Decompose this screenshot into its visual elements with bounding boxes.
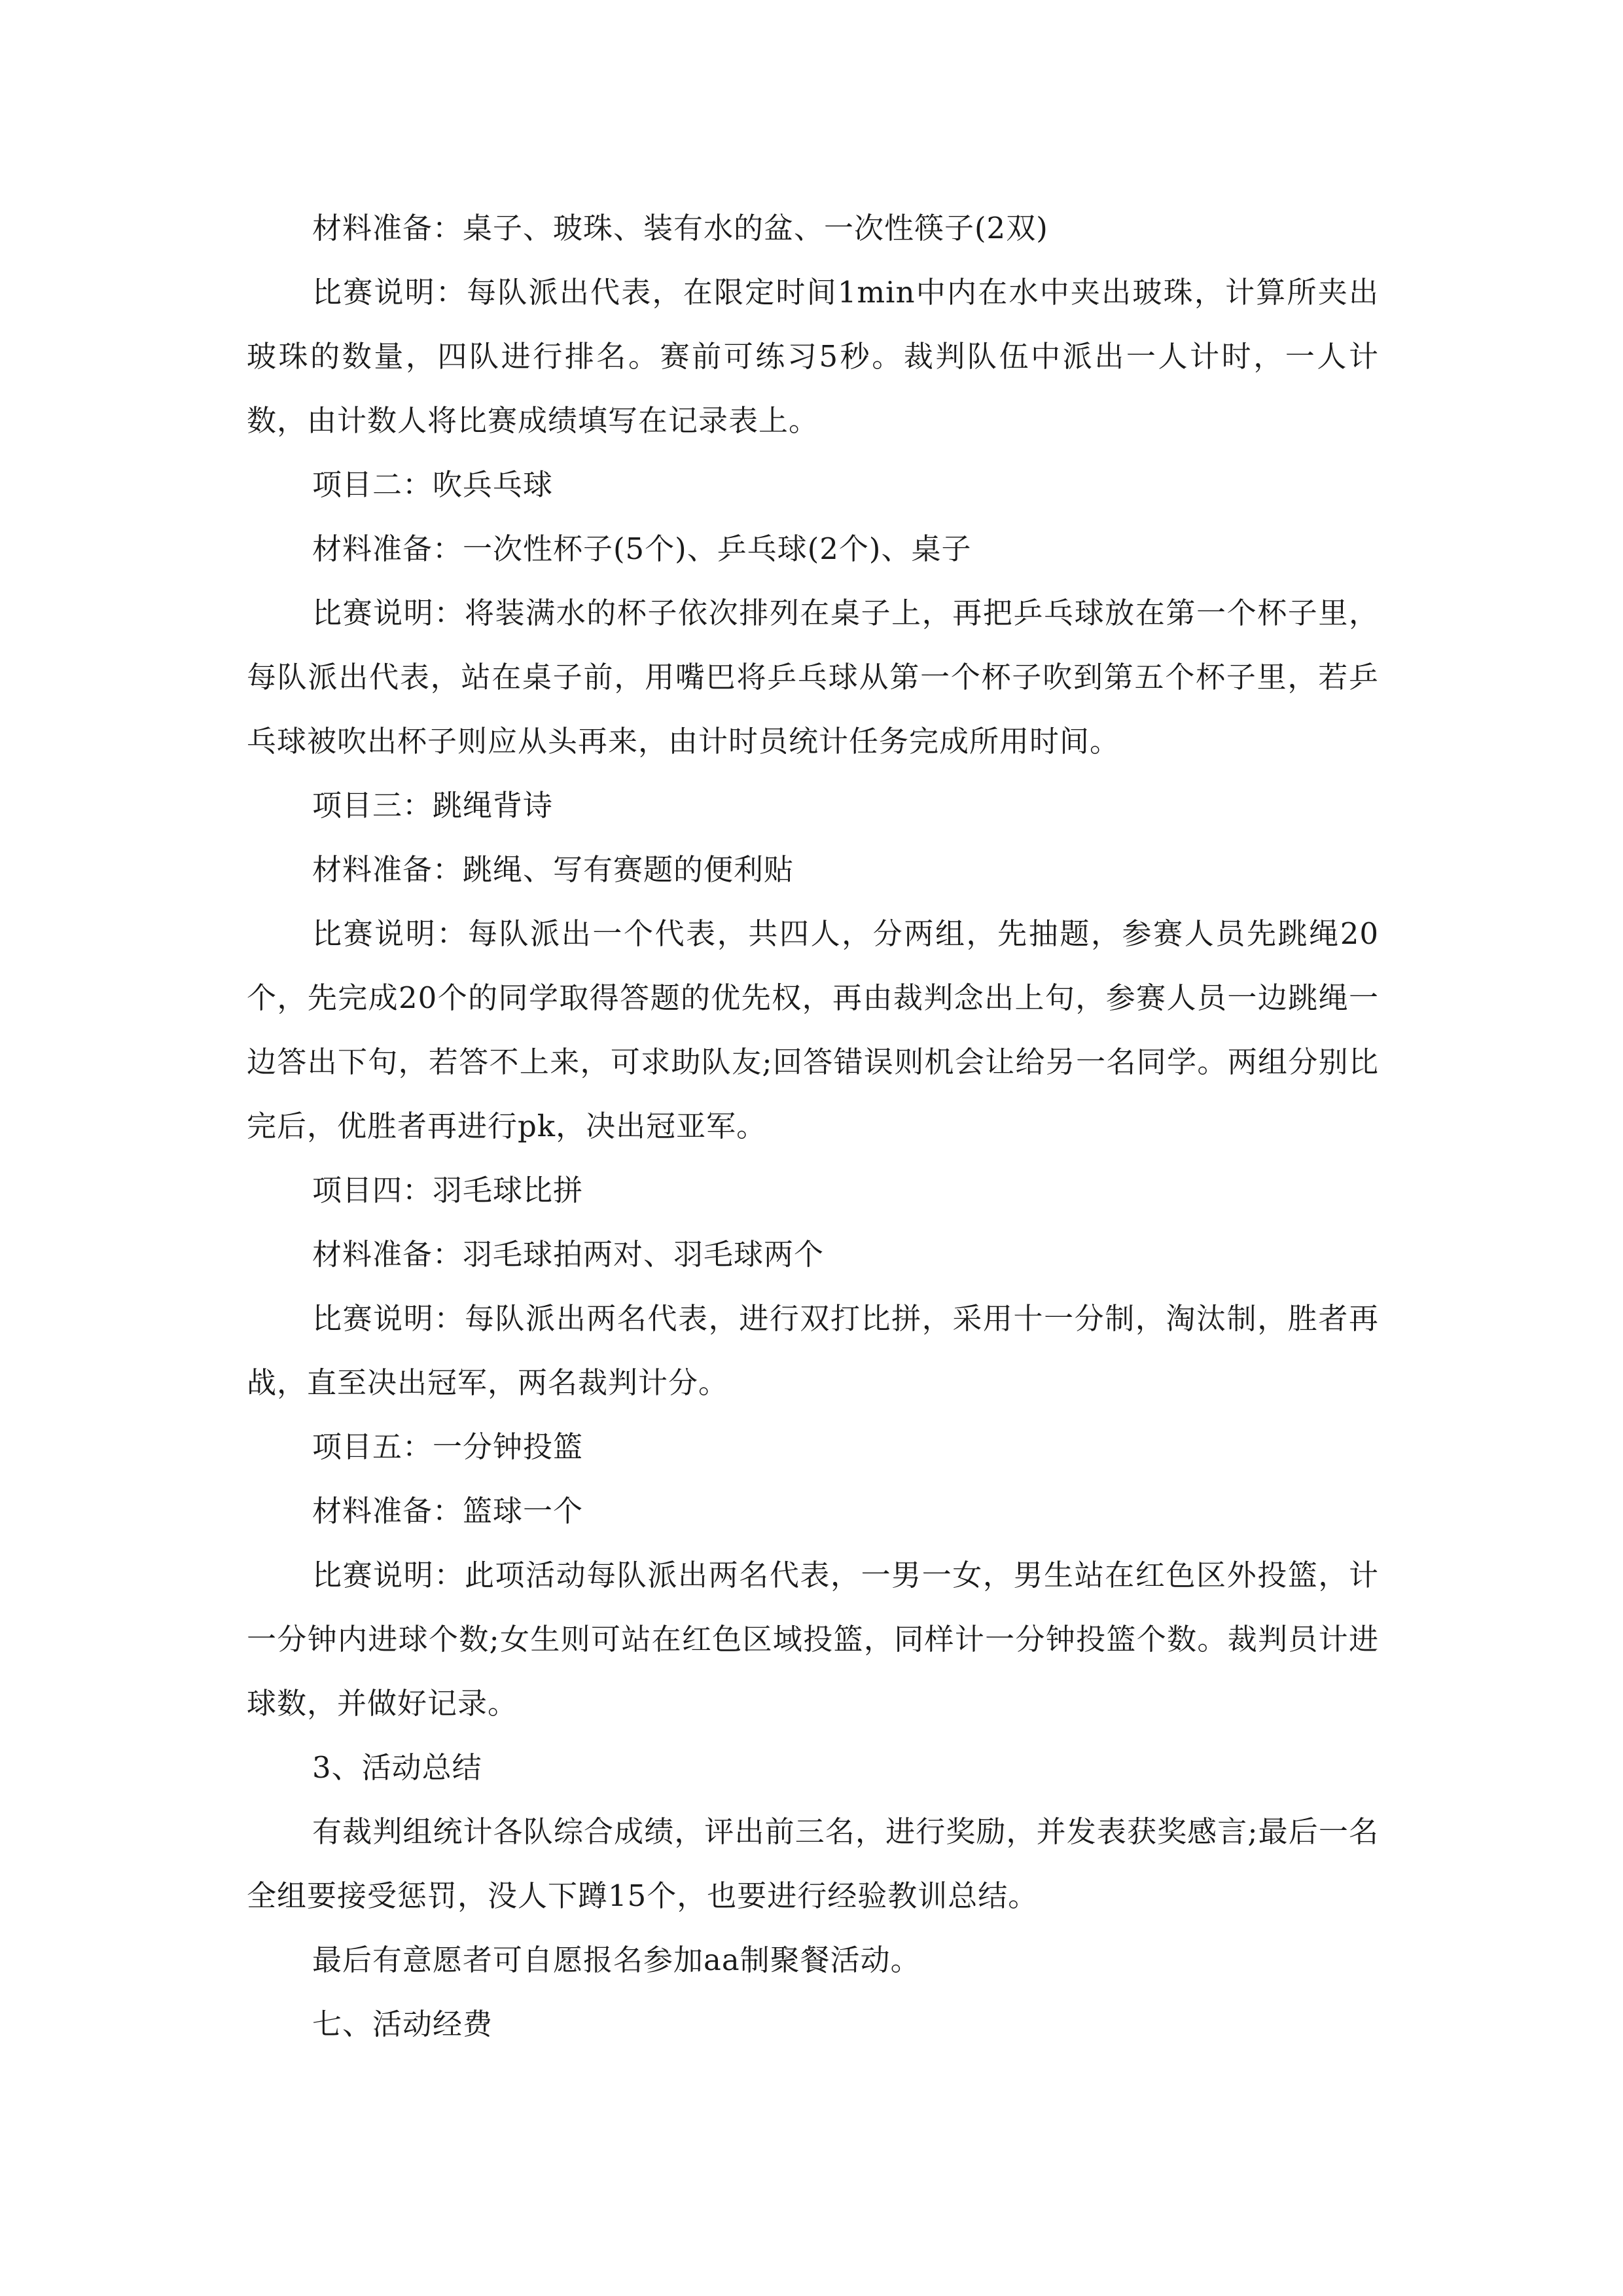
section-heading-budget: 七、活动经费: [312, 2007, 493, 2041]
section-heading-project-2: 项目二：吹兵乓球: [312, 467, 554, 502]
paragraph-rules-1: 比赛说明：每队派出代表，在限定时间1min中内在水中夹出玻珠，计算所夹出玻珠的数量，四队进行排名。赛前可练习5秒。裁判队伍中派出一人计时，一人计数，由计数人将比赛成绩填写在记录表上。: [247, 275, 1379, 438]
paragraph-dinner: 最后有意愿者可自愿报名参加aa制聚餐活动。: [312, 1943, 921, 1977]
section-heading-project-3: 项目三：跳绳背诗: [312, 788, 554, 823]
paragraph-materials-5: 材料准备：篮球一个: [312, 1494, 584, 1528]
paragraph-rules-5: 比赛说明：此项活动每队派出两名代表，一男一女，男生站在红色区外投篮，计一分钟内进球个数;女生则可站在红色区域投篮，同样计一分钟投篮个数。裁判员计进球数，并做好记录。: [247, 1558, 1379, 1721]
section-heading-project-5: 项目五：一分钟投篮: [312, 1429, 584, 1464]
document-body: [247, 196, 1379, 2056]
paragraph-rules-3: 比赛说明：每队派出一个代表，共四人，分两组，先抽题，参赛人员先跳绳20个，先完成20个的同学取得答题的优先权，再由裁判念出上句，参赛人员一边跳绳一边答出下句，若答不上来，可求助队友;回答错误则机会让给另一名同学。两组分别比完后，优胜者再进行pk，决出冠亚军。: [247, 916, 1379, 1143]
paragraph-rules-2: 比赛说明：将装满水的杯子依次排列在桌子上，再把乒乓球放在第一个杯子里，每队派出代表，站在桌子前，用嘴巴将乒乓球从第一个杯子吹到第五个杯子里，若乒乓球被吹出杯子则应从头再来，由计时员统计任务完成所用时间。: [247, 596, 1379, 759]
paragraph-summary: 有裁判组统计各队综合成绩，评出前三名，进行奖励，并发表获奖感言;最后一名全组要接受惩罚，没人下蹲15个，也要进行经验教训总结。: [247, 1814, 1379, 1913]
paragraph-materials-1: 材料准备：桌子、玻珠、装有水的盆、一次性筷子(2双): [312, 211, 1048, 245]
paragraph-materials-2: 材料准备：一次性杯子(5个)、乒乓球(2个)、桌子: [312, 531, 972, 566]
paragraph-materials-4: 材料准备：羽毛球拍两对、羽毛球两个: [312, 1237, 825, 1272]
section-heading-summary: 3、活动总结: [312, 1750, 482, 1785]
section-heading-project-4: 项目四：羽毛球比拼: [312, 1173, 584, 1208]
paragraph-materials-3: 材料准备：跳绳、写有赛题的便利贴: [312, 852, 794, 887]
paragraph-rules-4: 比赛说明：每队派出两名代表，进行双打比拼，采用十一分制，淘汰制，胜者再战，直至决出冠军，两名裁判计分。: [247, 1301, 1379, 1400]
